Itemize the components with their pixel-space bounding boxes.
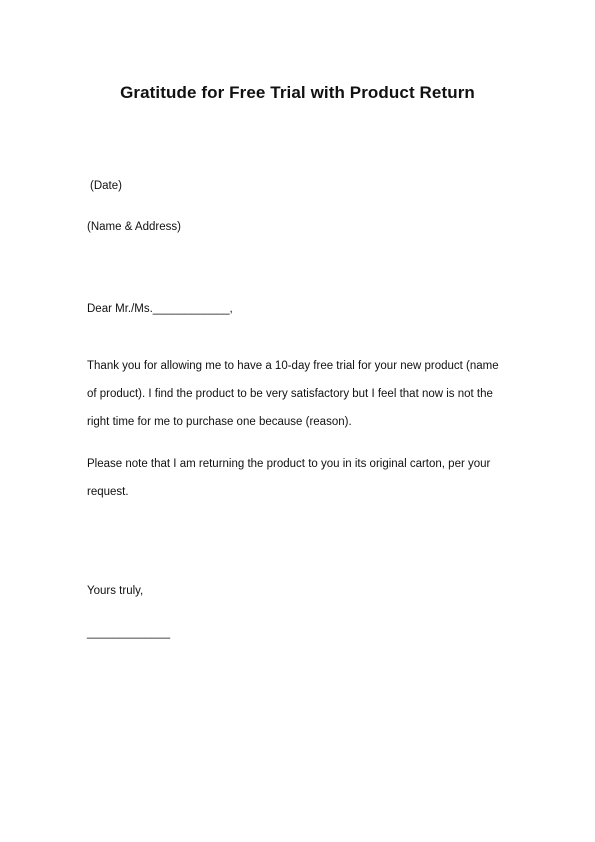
paragraph-2-line-2: request.: [87, 486, 129, 498]
paragraph-1-line-3: right time for me to purchase one because (reason).: [87, 416, 352, 428]
closing: Yours truly,: [87, 585, 144, 597]
paragraph-1-line-2: of product). I find the product to be very satisfactory but I feel that now is not the: [87, 388, 493, 400]
name-address-placeholder: (Name & Address): [87, 221, 181, 233]
signature-line: _____________: [87, 627, 171, 639]
paragraph-2-line-1: Please note that I am returning the product to you in its original carton, per your: [87, 458, 491, 470]
document-title: Gratitude for Free Trial with Product Return: [120, 83, 475, 102]
salutation: Dear Mr./Ms.____________,: [87, 303, 233, 315]
date-placeholder: (Date): [90, 180, 122, 192]
paragraph-1-line-1: Thank you for allowing me to have a 10-day free trial for your new product (name: [87, 360, 499, 372]
